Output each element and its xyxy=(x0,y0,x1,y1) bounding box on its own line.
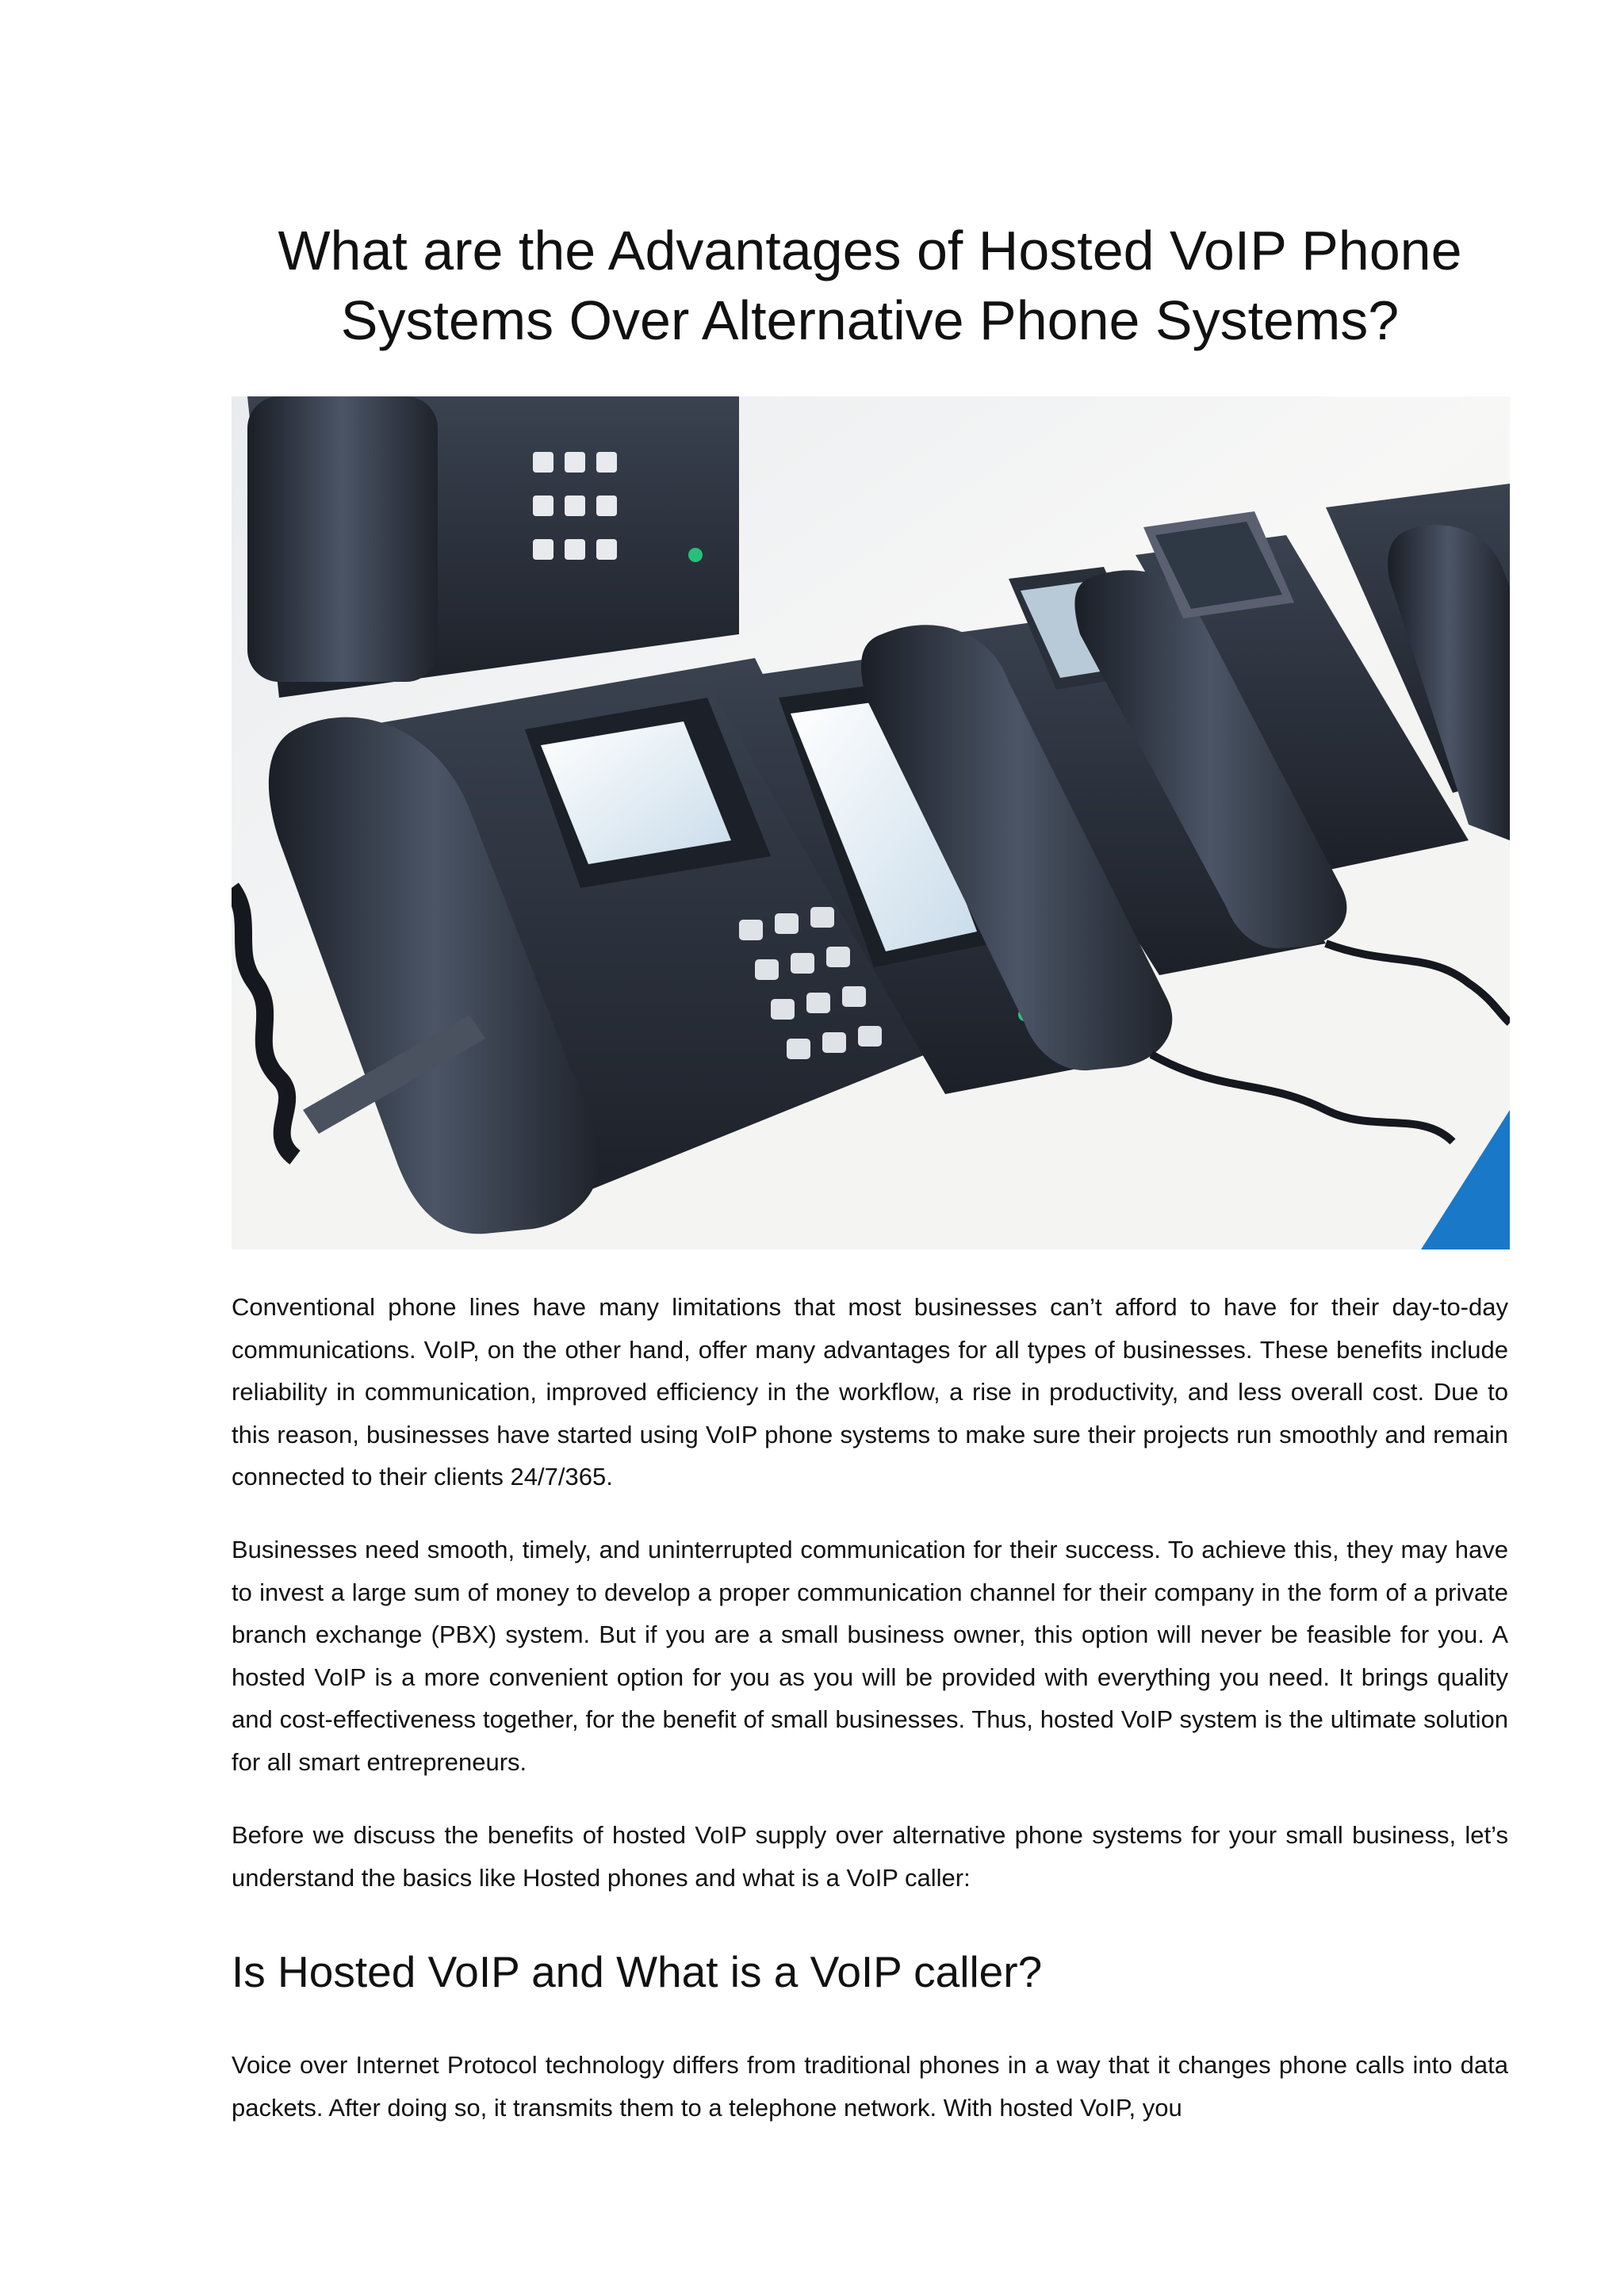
phone-illustration-icon xyxy=(232,396,1510,1249)
desk-phones-photo xyxy=(232,396,1510,1249)
section-paragraph-1: Voice over Internet Protocol technology differs from traditional phones in a way that it changes phone calls into data packets. After doing so, it transmits them to a telephone network. With hosted VoIP, you xyxy=(232,2051,1508,2122)
intro-paragraph-3: Before we discuss the benefits of hosted VoIP supply over alternative phone systems for your small business, let’s understand the basics like Hosted phones and what is a VoIP caller: xyxy=(232,1821,1508,1892)
section-heading: Is Hosted VoIP and What is a VoIP caller? xyxy=(232,1947,1043,1996)
intro-paragraph-1: Conventional phone lines have many limitations that most businesses can’t afford to have for their day-to-day communications. VoIP, on the other hand, offer many advantages for all types of businesses. These benefits include reliability in communication, improved efficiency in the workflow, a rise in productivity, and less overall cost. Due to this reason, businesses have started using VoIP phone systems to make sure their projects run smoothly and remain connected to their clients 24/7/365. xyxy=(232,1293,1508,1490)
page-title: What are the Advantages of Hosted VoIP Phone Systems Over Alternative Phone Systems? xyxy=(278,220,1462,351)
intro-paragraph-2: Businesses need smooth, timely, and uninterrupted communication for their success. To achieve this, they may have to invest a large sum of money to develop a proper communication channel for their company in the form of a private branch exchange (PBX) system. But if you are a small business owner, this option will never be feasible for you. A hosted VoIP is a more convenient option for you as you will be provided with everything you need. It brings quality and cost-effectiveness together, for the benefit of small businesses. Thus, hosted VoIP system is the ultimate solution for all smart entrepreneurs. xyxy=(232,1536,1508,1776)
